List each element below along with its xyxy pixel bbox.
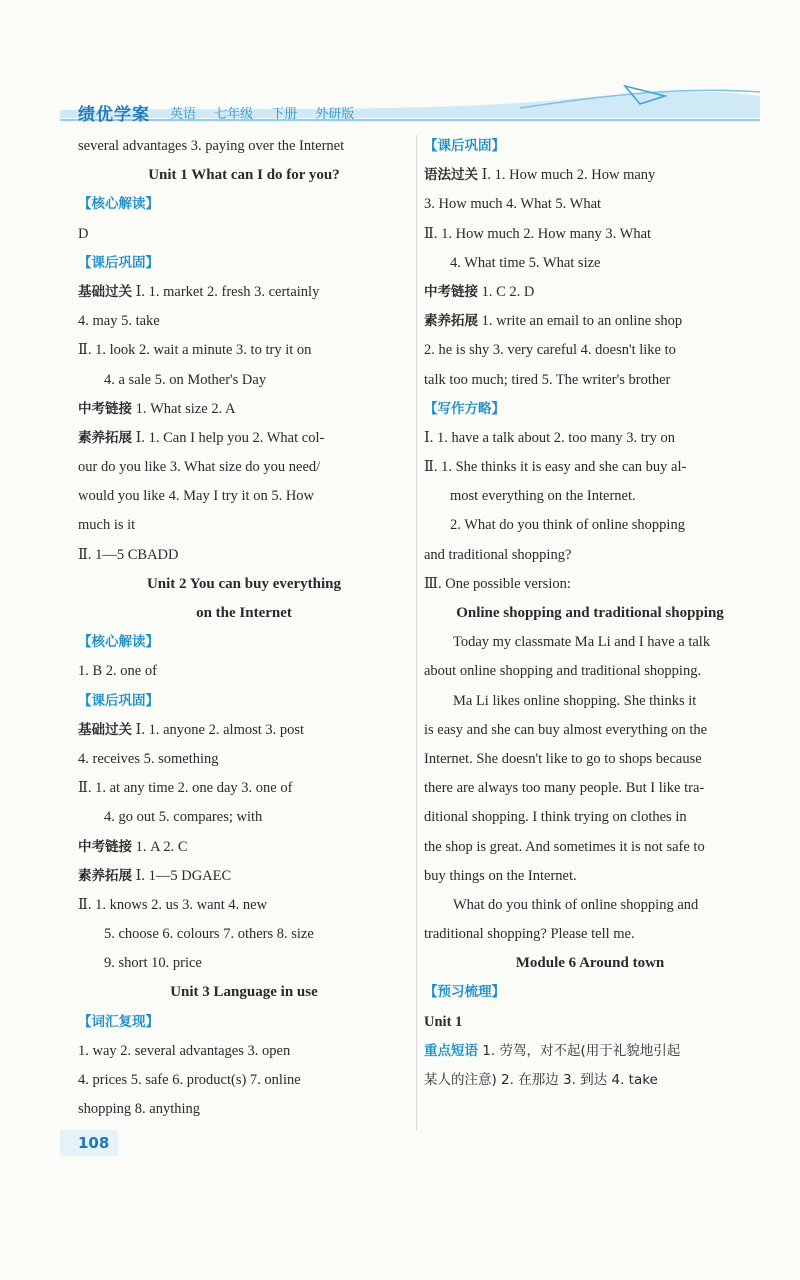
section-label: 基础过关: [78, 283, 132, 300]
essay-line: Today my classmate Ma Li and I have a talk: [453, 634, 711, 651]
essay-line: What do you think of online shopping and: [453, 896, 699, 913]
answer-line: [424, 161, 756, 190]
answer-line: [78, 278, 410, 307]
essay-line: Ma Li likes online shopping. She thinks it: [453, 692, 697, 709]
answer-line: [78, 716, 410, 745]
answer-text: Ⅰ. 1. Can I help you 2. What col-: [132, 429, 325, 446]
answer-line: [78, 833, 410, 862]
answer-line: 4. may 5. take: [78, 313, 160, 330]
answer-line: much is it: [78, 517, 136, 534]
page-number: 108: [78, 1134, 110, 1152]
answer-line: Ⅰ. 1. have a talk about 2. too many 3. try on: [424, 429, 675, 446]
unit-title: Unit 3 Language in use: [170, 984, 318, 1001]
answer-line: Ⅱ. 1. look 2. wait a minute 3. to try it on: [78, 342, 312, 359]
answer-line: several advantages 3. paying over the Internet: [78, 138, 345, 154]
answer-line: [424, 278, 756, 307]
answer-line: 2. he is shy 3. very careful 4. doesn't like to: [424, 342, 676, 359]
answer-line: [78, 862, 410, 891]
section-heading: 【课后巩固】: [78, 254, 159, 271]
answer-line: 4. prices 5. safe 6. product(s) 7. online: [78, 1072, 301, 1088]
answer-line: 1. way 2. several advantages 3. open: [78, 1042, 291, 1059]
answer-line: shopping 8. anything: [78, 1101, 201, 1118]
answer-line: 4. What time 5. What size: [450, 254, 601, 271]
section-heading: 【写作方略】: [424, 400, 505, 417]
section-heading: 【课后巩固】: [424, 138, 505, 154]
answer-line: 4. receives 5. something: [78, 750, 219, 767]
answer-line: and traditional shopping?: [424, 546, 572, 563]
answer-line: D: [78, 225, 89, 242]
answer-text: 1. A 2. C: [132, 838, 188, 855]
answer-line: 2. What do you think of online shopping: [450, 517, 685, 534]
brand-logo: 绩优学案: [78, 105, 150, 125]
section-heading: 【核心解读】: [78, 634, 159, 651]
section-label: 素养拓展: [78, 867, 132, 884]
answer-text: Ⅰ. 1—5 DGAEC: [132, 867, 232, 884]
page-header: [0, 78, 800, 128]
answer-text: 1. What size 2. A: [132, 400, 236, 417]
unit-label: Unit 1: [424, 1013, 463, 1030]
answer-line: 4. a sale 5. on Mother's Day: [104, 371, 267, 388]
section-label: 素养拓展: [78, 429, 132, 446]
section-label: 基础过关: [78, 721, 132, 738]
section-label: 重点短语: [424, 1042, 478, 1059]
answer-text: 1. C 2. D: [478, 283, 535, 300]
right-column: [424, 132, 756, 1095]
section-label: 中考链接: [78, 838, 132, 855]
answer-line: [78, 424, 410, 453]
answer-line: is easy and she can buy almost everything on the: [424, 721, 708, 738]
answer-line: [424, 307, 756, 336]
column-divider: [416, 135, 417, 1130]
answer-line: 3. How much 4. What 5. What: [424, 196, 602, 213]
unit-title: Unit 2 You can buy everything: [146, 575, 342, 592]
answer-line: 5. choose 6. colours 7. others 8. size: [104, 926, 314, 943]
answer-line: buy things on the Internet.: [424, 867, 577, 884]
answer-line: Ⅱ. 1. How much 2. How many 3. What: [424, 225, 652, 242]
answer-line: would you like 4. May I try it on 5. How: [78, 488, 315, 505]
answer-line: there are always too many people. But I like tra-: [424, 780, 705, 797]
answer-line: ditional shopping. I think trying on clothes in: [424, 809, 687, 826]
section-heading: 【课后巩固】: [78, 692, 159, 709]
subject-info: 英语 七年级 下册 外研版: [170, 107, 355, 122]
answer-line: Internet. She doesn't like to go to shops because: [424, 750, 702, 767]
answer-line: our do you like 3. What size do you need/: [78, 459, 321, 476]
answer-line: Ⅱ. 1. at any time 2. one day 3. one of: [78, 780, 293, 797]
answer-text: 1. 劳驾，对不起(用于礼貌地引起: [478, 1042, 681, 1059]
unit-title: Online shopping and traditional shopping: [456, 605, 724, 621]
section-heading: 【预习梳理】: [424, 984, 505, 1001]
section-label: 素养拓展: [424, 313, 478, 330]
answer-line: 9. short 10. price: [104, 955, 202, 972]
answer-text: Ⅰ. 1. How much 2. How many: [478, 167, 656, 184]
answer-line: Ⅲ. One possible version:: [424, 575, 571, 592]
section-label: 语法过关: [424, 167, 478, 184]
unit-title: on the Internet: [196, 605, 292, 621]
answer-line: 4. go out 5. compares; with: [104, 809, 263, 826]
answer-line: most everything on the Internet.: [450, 488, 636, 505]
section-label: 中考链接: [78, 400, 132, 417]
section-label: 中考链接: [424, 283, 478, 300]
answer-line: 某人的注意) 2. 在那边 3. 到达 4. take: [424, 1072, 658, 1088]
answer-line: [78, 395, 410, 424]
left-column: [78, 132, 410, 1124]
answer-text: Ⅰ. 1. anyone 2. almost 3. post: [132, 721, 305, 738]
answer-line: Ⅱ. 1. She thinks it is easy and she can buy al-: [424, 459, 687, 476]
answer-line: traditional shopping? Please tell me.: [424, 926, 635, 943]
answer-line: Ⅱ. 1. knows 2. us 3. want 4. new: [78, 896, 268, 913]
section-heading: 【词汇复现】: [78, 1013, 159, 1030]
answer-line: about online shopping and traditional shopping.: [424, 663, 702, 680]
answer-text: Ⅰ. 1. market 2. fresh 3. certainly: [132, 283, 320, 300]
answer-text: 1. write an email to an online shop: [478, 313, 683, 330]
answer-line: [424, 1037, 756, 1066]
answer-line: 1. B 2. one of: [78, 663, 157, 680]
answer-line: Ⅱ. 1—5 CBADD: [78, 546, 179, 563]
section-heading: 【核心解读】: [78, 196, 159, 213]
unit-title: Unit 1 What can I do for you?: [148, 167, 340, 184]
answer-line: talk too much; tired 5. The writer's brother: [424, 371, 671, 388]
answer-line: the shop is great. And sometimes it is not safe to: [424, 838, 705, 855]
module-title: Module 6 Around town: [515, 955, 665, 972]
